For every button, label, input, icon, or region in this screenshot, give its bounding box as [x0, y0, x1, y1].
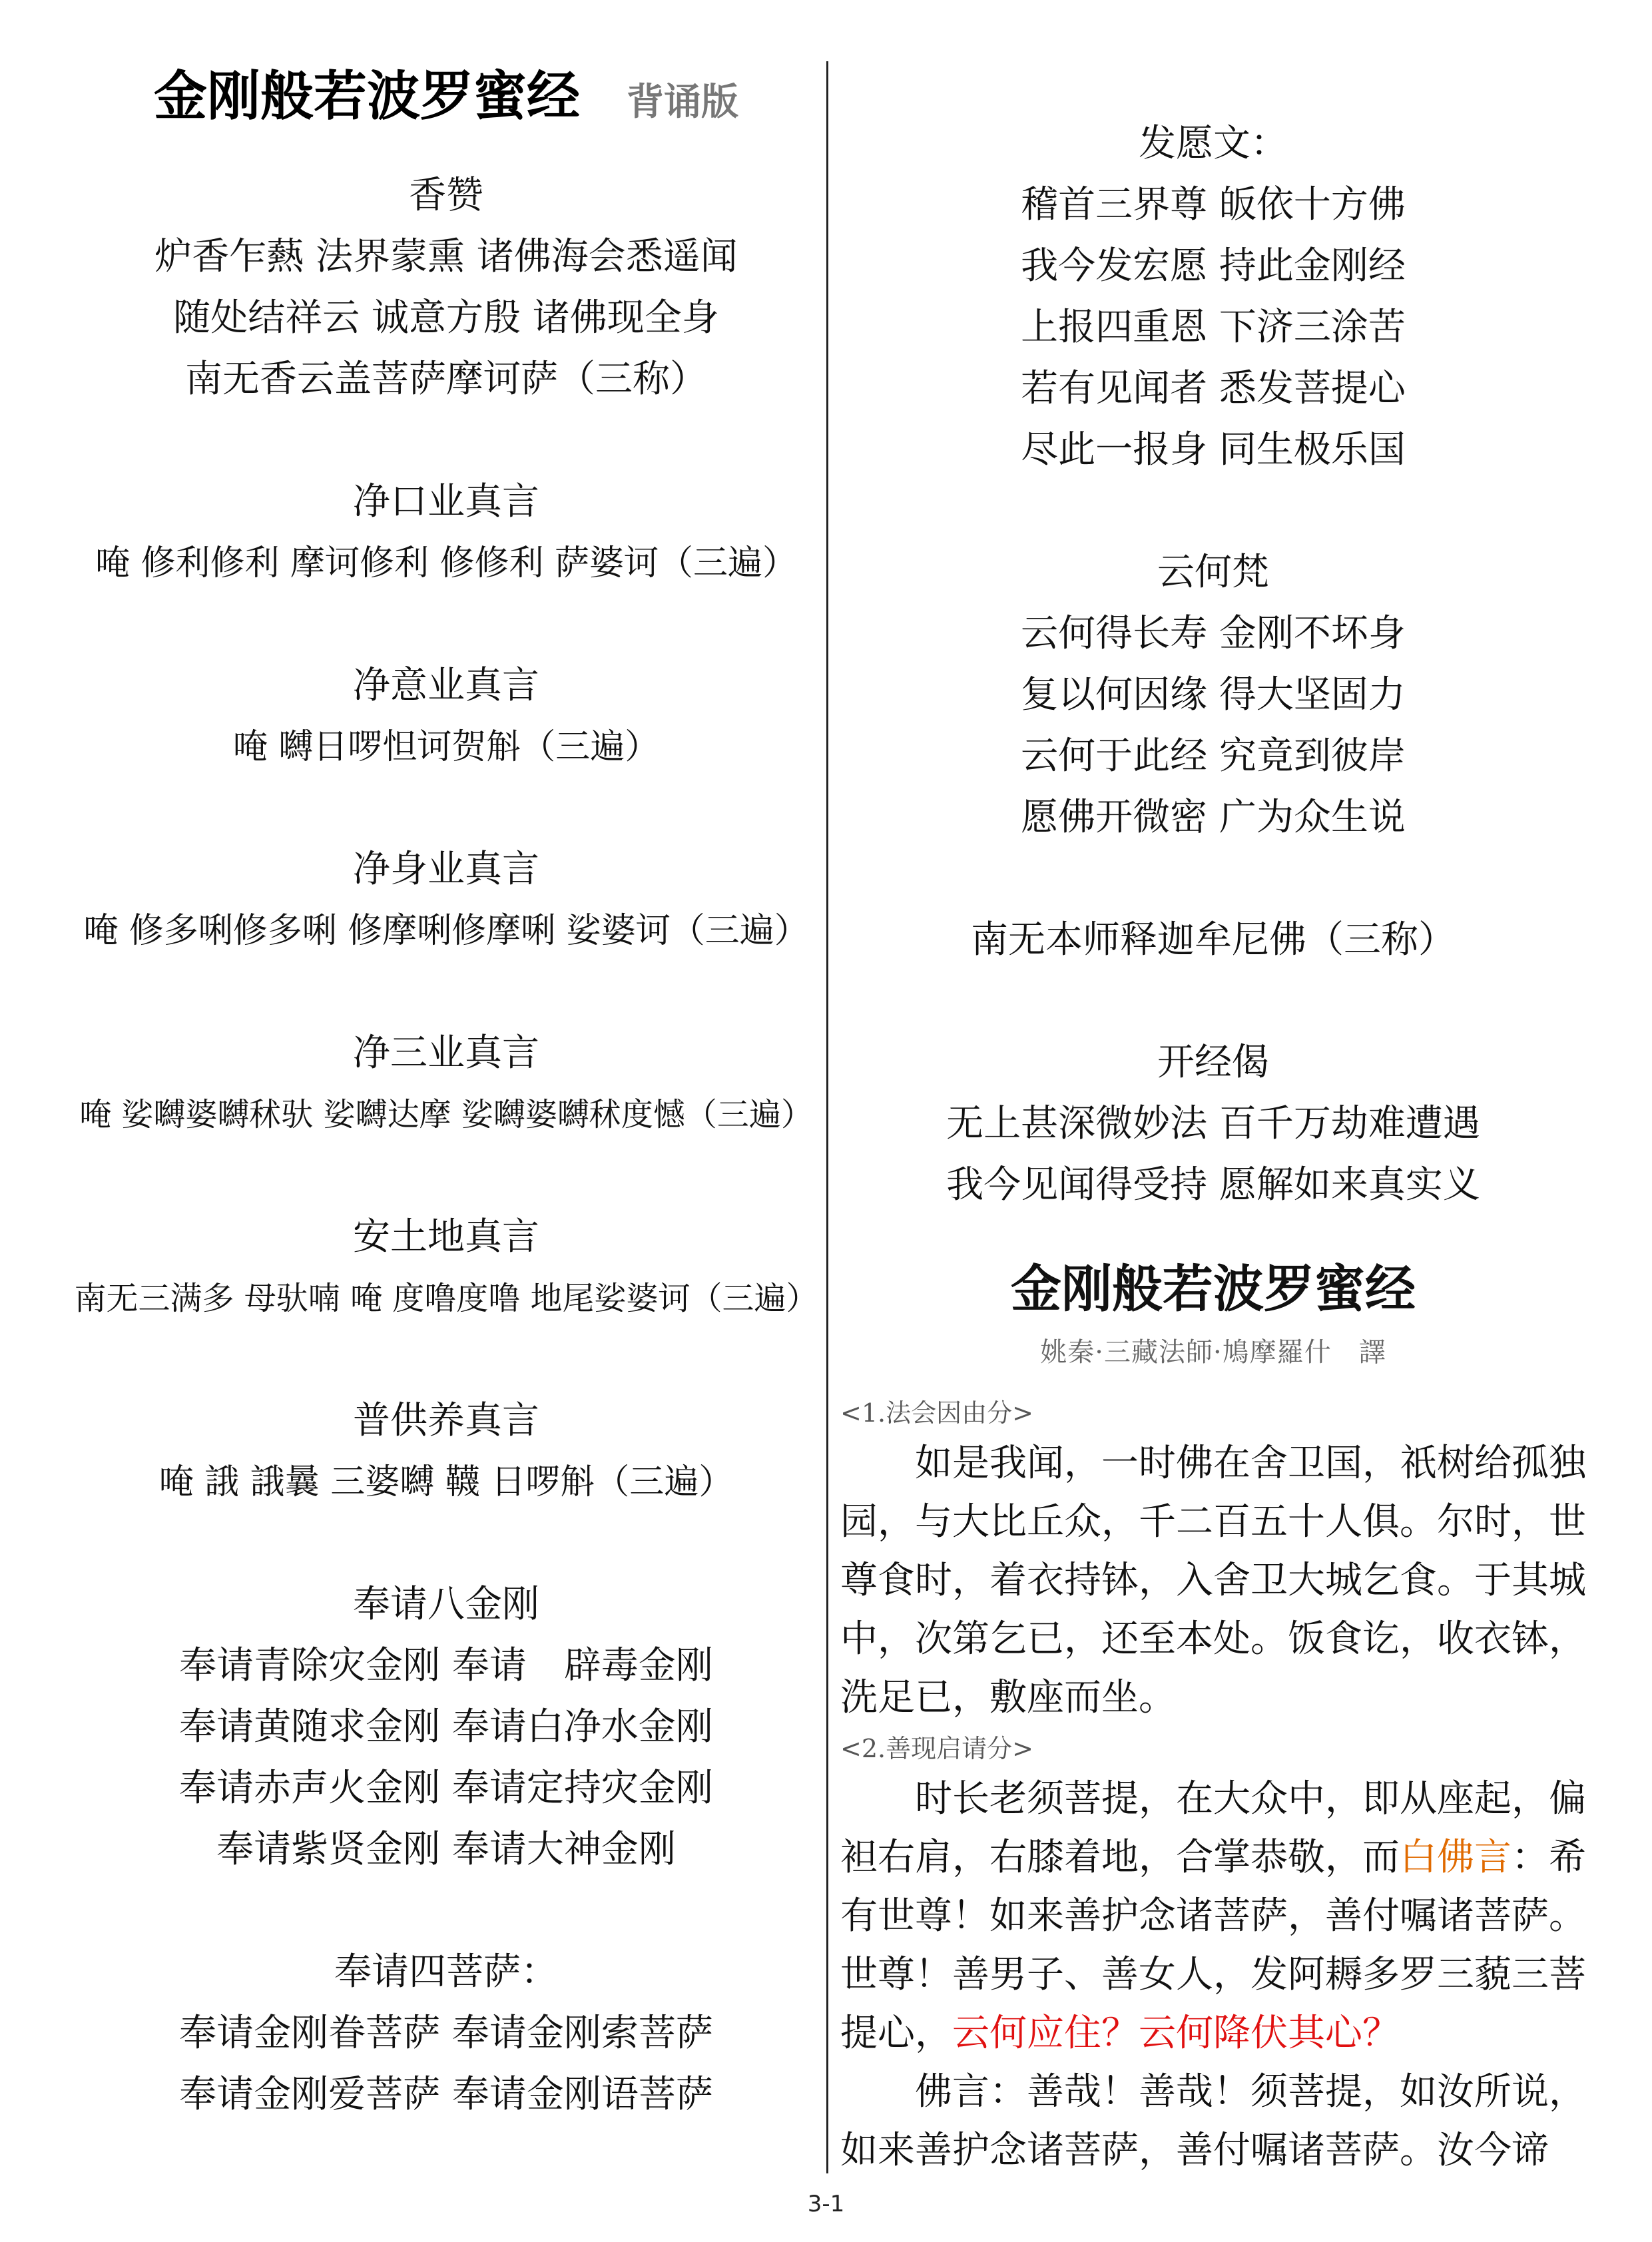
section-sipusa	[67, 1942, 826, 2125]
page-subtitle: 背诵版	[627, 81, 738, 124]
verse-line: 炉香乍爇 法界蒙熏 诸佛海会悉遥闻	[154, 235, 738, 278]
section-heading: 奉请八金刚	[353, 1583, 539, 1626]
section-heading: 净三业真言	[353, 1031, 539, 1075]
section-fayuan	[840, 113, 1586, 481]
text-run: 时长老须菩提，在大众中，即从座起，偏袒右肩，右膝着地，合掌恭敬，而	[840, 1777, 1586, 1879]
verse-line: 我今见闻得受持 愿解如来真实义	[946, 1163, 1480, 1207]
title-row	[67, 53, 826, 133]
section-heading: 净口业真言	[353, 480, 539, 523]
mantra-line: 唵 嚩日啰怛诃贺斛（三遍）	[232, 727, 660, 767]
verse-line: 上报四重恩 下济三涂苦	[1021, 306, 1406, 349]
verse-line: 奉请青除灾金刚 奉请 辟毒金刚	[179, 1644, 713, 1687]
section-heading: 发愿文：	[1139, 122, 1288, 165]
chapter-label: <1.法会因由分>	[840, 1398, 1033, 1428]
chapter-1	[840, 1392, 1586, 1727]
verse-line: 若有见闻者 悉发菩提心	[1021, 367, 1406, 410]
verse-line: 尽此一报身 同生极乐国	[1021, 428, 1406, 471]
chapter-label: <2.善现启请分>	[840, 1734, 1033, 1763]
section-heading: 云何梵	[1157, 551, 1269, 594]
section-xiangzan	[67, 165, 826, 410]
section-heading: 开经偈	[1157, 1041, 1269, 1084]
section-jingkou	[67, 471, 826, 594]
mantra-line: 唵 修利修利 摩诃修利 修修利 萨婆诃（三遍）	[95, 543, 798, 583]
section-antudi	[67, 1207, 826, 1329]
right-column	[840, 53, 1586, 2180]
section-heading: 净意业真言	[353, 664, 539, 707]
mantra-line: 唵 誐 誐曩 三婆嚩 韈 日啰斛（三遍）	[158, 1462, 734, 1502]
mantra-line: 南无三满多 母驮喃 唵 度噜度噜 地尾娑婆诃（三遍）	[74, 1280, 818, 1317]
section-jingyi	[67, 655, 826, 778]
section-heading: 奉请四菩萨：	[334, 1950, 558, 1994]
column-divider	[826, 61, 828, 2173]
verse-line: 奉请金刚眷菩萨 奉请金刚索菩萨	[179, 2012, 713, 2055]
text-run: ：希有世尊！如来善护念诸菩萨，善付嘱诸菩萨。世尊！善男子、善女人，发阿耨多罗三藐三菩提心，	[840, 1836, 1586, 2055]
chapter-2	[840, 1727, 1586, 2180]
verse-line: 奉请紫贤金刚 奉请大神金刚	[216, 1828, 676, 1871]
section-jingshen	[67, 839, 826, 962]
sutra-title: 金刚般若波罗蜜经	[1011, 1259, 1416, 1318]
verse-line: 我今发宏愿 持此金刚经	[1021, 244, 1406, 288]
section-kaijing	[840, 1032, 1586, 1216]
verse-line: 复以何因缘 得大坚固力	[1021, 673, 1406, 716]
section-heading: 净身业真言	[353, 848, 539, 891]
verse-line: 稽首三界尊 皈依十方佛	[1021, 183, 1406, 226]
page-title: 金刚般若波罗蜜经	[154, 65, 580, 127]
verse-line: 南无香云盖菩萨摩诃萨（三称）	[185, 358, 707, 401]
section-heading: 普供养真言	[353, 1399, 539, 1442]
left-column	[67, 53, 826, 2125]
section-heading: 香赞	[409, 174, 483, 217]
chapter-text: 如是我闻，一时佛在舍卫国，祇树给孤独园，与大比丘众，千二百五十人俱。尔时，世尊食时，着衣持钵，入舍卫大城乞食。于其城中，次第乞已，还至本处。饭食讫，收衣钵，洗足已，敷座而坐。	[840, 1442, 1586, 1719]
verse-line: 奉请金刚爱菩萨 奉请金刚语菩萨	[179, 2073, 713, 2116]
namo-line: 南无本师释迦牟尼佛（三称）	[971, 918, 1456, 962]
verse-line: 愿佛开微密 广为众生说	[1021, 796, 1406, 839]
verse-line: 云何于此经 究竟到彼岸	[1021, 734, 1406, 778]
highlight-red: 云何应住？云何降伏其心？	[952, 2012, 1400, 2055]
page-number: 3-1	[807, 2191, 845, 2217]
section-heading: 安土地真言	[353, 1215, 539, 1259]
chapter-text: 佛言：善哉！善哉！须菩提，如汝所说，如来善护念诸菩萨，善付嘱诸菩萨。汝今谛	[840, 2070, 1586, 2172]
verse-line: 奉请赤声火金刚 奉请定持灾金刚	[179, 1767, 713, 1810]
mantra-line: 唵 娑嚩婆嚩秫驮 娑嚩达摩 娑嚩婆嚩秫度憾（三遍）	[79, 1096, 813, 1133]
translator-line: 姚秦·三藏法師·鳩摩羅什 譯	[1040, 1337, 1386, 1368]
chapter-text	[840, 1770, 1586, 2063]
verse-line: 随处结祥云 诚意方殷 诸佛现全身	[173, 296, 719, 340]
section-pugong	[67, 1390, 826, 1513]
highlight-orange: 白佛言	[1400, 1836, 1512, 1879]
section-jingsan	[67, 1023, 826, 1145]
mantra-line: 唵 修多唎修多唎 修摩唎修摩唎 娑婆诃（三遍）	[83, 911, 809, 951]
section-bajingang	[67, 1574, 826, 1880]
verse-line: 云何得长寿 金刚不坏身	[1021, 612, 1406, 655]
verse-line: 奉请黄随求金刚 奉请白净水金刚	[179, 1705, 713, 1749]
section-yunhefan	[840, 542, 1586, 848]
verse-line: 无上甚深微妙法 百千万劫难遭遇	[946, 1102, 1480, 1145]
